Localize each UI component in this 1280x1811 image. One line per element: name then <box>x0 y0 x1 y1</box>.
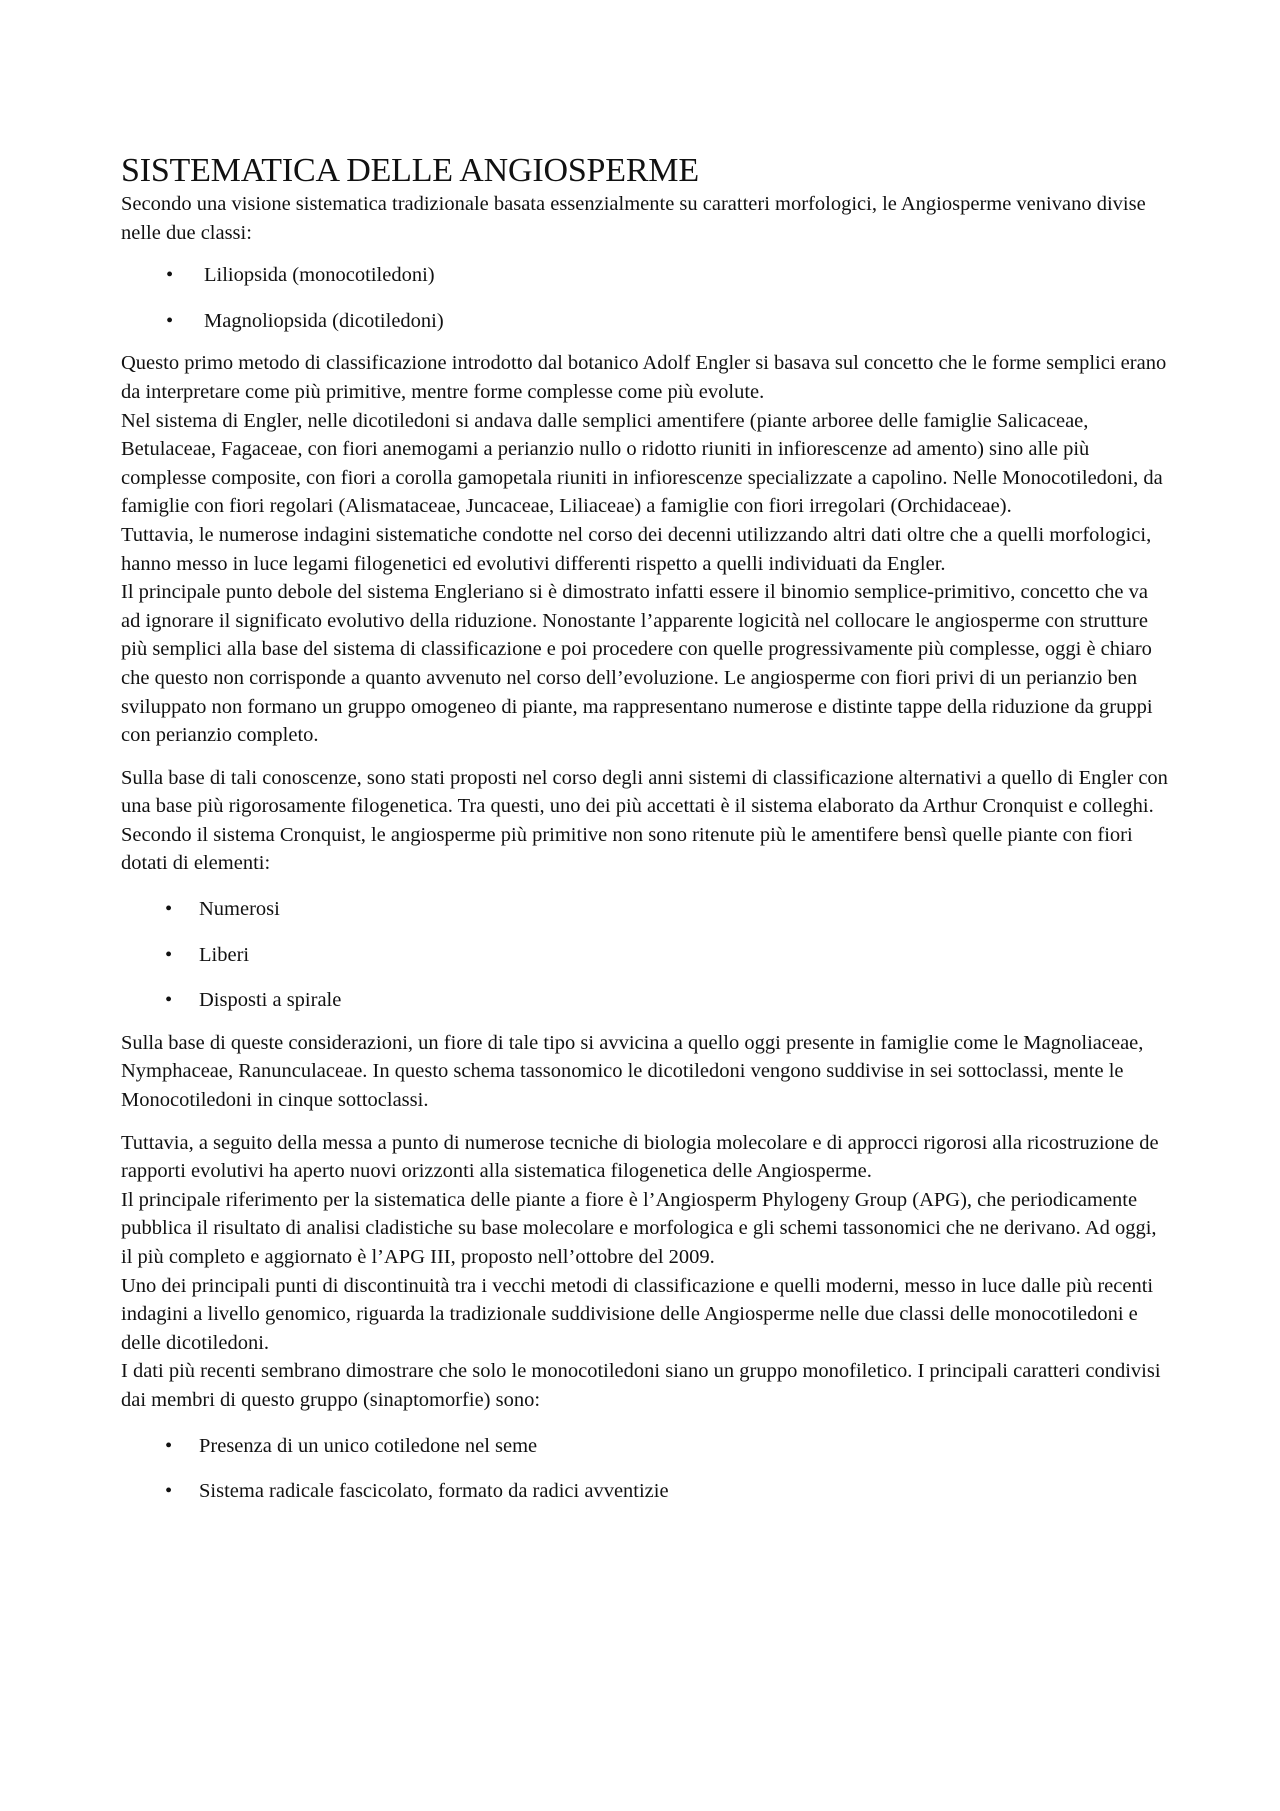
list-item-text: Sistema radicale fascicolato, formato da radici avventizie <box>199 1480 669 1503</box>
list-item <box>121 1477 1168 1506</box>
apg-paragraph: Il principale riferimento per la sistematica delle piante a fiore è l’Angiosperm Phylogeny Group (APG), che periodicamente pubblica il risultato di analisi cladistiche su base molecolare e morfologica e gli schemi tassonomici che ne derivano. Ad oggi, il più completo e aggiornato è l’APG III, proposto nell’ottobre del 2009. <box>121 1188 1157 1268</box>
list-item <box>121 986 1168 1015</box>
engler-paragraph: Questo primo metodo di classificazione introdotto dal botanico Adolf Engler si basava sul concetto che le forme semplici erano da interpretare come più primitive, mentre forme complesse come più evolute. <box>121 352 1167 403</box>
list-item-text: Numerosi <box>199 898 280 921</box>
intro-paragraph: Secondo una visione sistematica tradizionale basata essenzialmente su caratteri morfologici, le Angiosperme venivano divise nelle due classi: <box>121 193 1146 244</box>
bullet-icon: • <box>166 264 174 287</box>
list-item-text: Magnoliopsida (dicotiledoni) <box>204 309 444 332</box>
synapomorphies-list <box>121 1432 1168 1506</box>
discontinuity-paragraph: Uno dei principali punti di discontinuità tra i vecchi metodi di classificazione e quelli moderni, messo in luce dalle più recenti indagini a livello genomico, riguarda la tradizionale suddivisione delle Angiosperme nelle due classi delle monocotiledoni e delle dicotiledoni. <box>121 1274 1154 1354</box>
cronquist-paragraph: Sulla base di tali conoscenze, sono stati proposti nel corso degli anni sistemi di classificazione alternativi a quello di Engler con una base più rigorosamente filogenetica. Tra questi, uno dei più accettati è il sistema elaborato da Arthur Cronquist e colleghi. Secondo il sistema Cronquist, le angiosperme più primitive non sono ritenute più le amentifere bensì quelle piante con fiori dotati di elementi: <box>121 766 1168 875</box>
list-item-text: Disposti a spirale <box>199 989 342 1012</box>
page-title: SISTEMATICA DELLE ANGIOSPERME <box>121 152 699 189</box>
list-item <box>121 895 1168 924</box>
list-item-text: Liberi <box>199 943 250 966</box>
list-item <box>121 941 1168 970</box>
bullet-icon: • <box>165 1434 173 1457</box>
document-body <box>121 152 1168 1506</box>
weakness-paragraph: Il principale punto debole del sistema Engleriano si è dimostrato infatti essere il binomio semplice-primitivo, concetto che va ad ignorare il significato evolutivo della riduzione. Nonostante l’apparente logicità nel collocare le angiosperme con strutture più semplici alla base del sistema di classificazione e poi procedere con quelle progressivamente più complesse, oggi è chiaro che questo non corrisponde a quanto avvenuto nel corso dell’evoluzione. Le angiosperme con fiori privi di un perianzio ben sviluppato non formano un gruppo omogeneo di piante, ma rappresentano numerose e distinte tappe della riduzione da gruppi con perianzio completo. <box>121 581 1153 747</box>
monophyletic-paragraph: I dati più recenti sembrano dimostrare che solo le monocotiledoni siano un gruppo monofiletico. I principali caratteri condivisi dai membri di questo gruppo (sinaptomorfie) sono: <box>121 1360 1161 1411</box>
classes-list <box>121 261 1168 335</box>
list-item-text: Presenza di un unico cotiledone nel seme <box>199 1434 538 1457</box>
bullet-icon: • <box>165 989 173 1012</box>
engler-system-paragraph: Nel sistema di Engler, nelle dicotiledoni si andava dalle semplici amentifere (piante arboree delle famiglie Salicaceae, Betulaceae, Fagaceae, con fiori anemogami a perianzio nullo o ridotto riuniti in infiorescenze ad amento) sino alle più complesse composite, con fiori a corolla gamopetala riuniti in infiorescenze specializzate a capolino. Nelle Monocotiledoni, da famiglie con fiori regolari (Alismataceae, Juncaceae, Liliaceae) a famiglie con fiori irregolari (Orchidaceae). <box>121 409 1163 518</box>
bullet-icon: • <box>166 309 174 332</box>
investigations-paragraph: Tuttavia, le numerose indagini sistematiche condotte nel corso dei decenni utilizzando altri dati oltre che a quelli morfologici, hanno messo in luce legami filogenetici ed evolutivi differenti rispetto a quelli individuati da Engler. <box>121 523 1152 575</box>
list-item <box>121 307 1168 336</box>
list-item-text: Liliopsida (monocotiledoni) <box>204 264 435 287</box>
list-item <box>121 261 1168 290</box>
bullet-icon: • <box>165 943 173 966</box>
flower-elements-list <box>121 895 1168 1015</box>
families-paragraph: Sulla base di queste considerazioni, un fiore di tale tipo si avvicina a quello oggi presente in famiglie come le Magnoliaceae, Nymphaceae, Ranunculaceae. In questo schema tassonomico le dicotiledoni vengono suddivise in sei sottoclassi, mente le Monocotiledoni in cinque sottoclassi. <box>121 1031 1144 1112</box>
molecular-paragraph: Tuttavia, a seguito della messa a punto di numerose tecniche di biologia molecolare e di approcci rigorosi alla ricostruzione de rapporti evolutivi ha aperto nuovi orizzonti alla sistematica filogenetica delle Angiosperme. <box>121 1131 1159 1183</box>
bullet-icon: • <box>165 898 173 921</box>
bullet-icon: • <box>165 1480 173 1503</box>
list-item <box>121 1432 1168 1461</box>
